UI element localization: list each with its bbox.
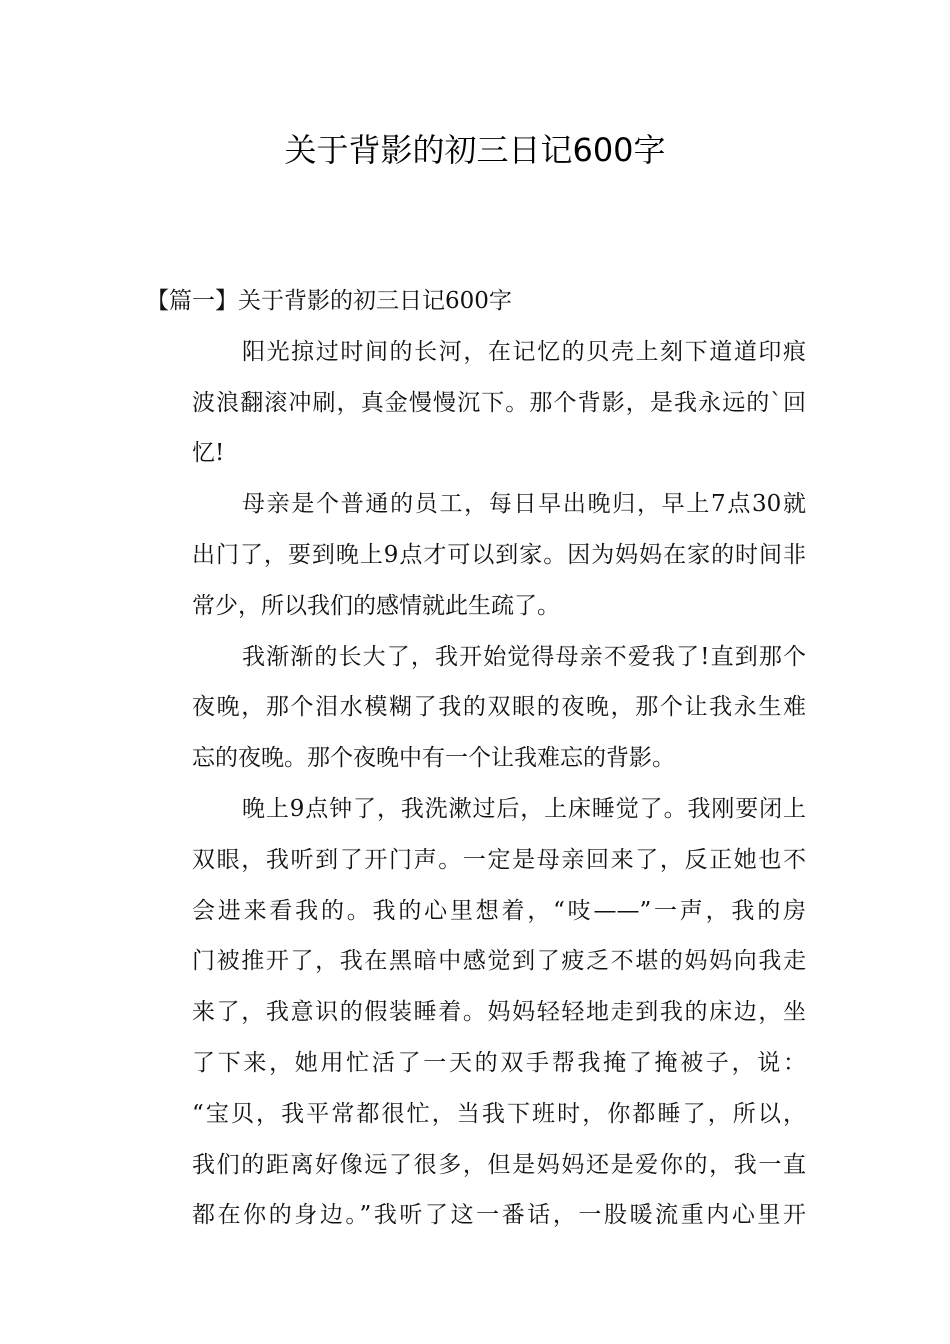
section-heading: 【篇一】关于背影的初三日记600字 <box>146 288 512 314</box>
paragraph-line: 常少，所以我们的感情就此生疏了。 <box>192 592 560 619</box>
paragraph-line: “宝贝，我平常都很忙，当我下班时，你都睡了，所以， <box>192 1100 806 1127</box>
paragraph-line: 阳光掠过时间的长河，在记忆的贝壳上刻下道道印痕 <box>242 338 806 365</box>
paragraph-1 <box>146 327 806 479</box>
paragraph-4 <box>146 784 806 1241</box>
paragraph-line: 出门了，要到晚上9点才可以到家。因为妈妈在家的时间非 <box>192 541 806 568</box>
paragraph-line: 夜晚，那个泪水模糊了我的双眼的夜晚，那个让我永生难 <box>192 694 806 721</box>
paragraph-line: 门被推开了，我在黑暗中感觉到了疲乏不堪的妈妈向我走 <box>192 948 806 975</box>
paragraph-line: 我们的距离好像远了很多，但是妈妈还是爱你的，我一直 <box>192 1151 806 1178</box>
paragraph-3 <box>146 632 806 784</box>
paragraph-line: 都在你的身边。”我听了这一番话，一股暖流重内心里开 <box>192 1202 806 1229</box>
paragraph-line: 忆! <box>192 440 225 467</box>
paragraph-2 <box>146 479 806 631</box>
paragraph-line: 来了，我意识的假装睡着。妈妈轻轻地走到我的床边，坐 <box>192 999 806 1026</box>
document-title: 关于背影的初三日记600字 <box>284 131 666 169</box>
paragraph-line: 波浪翻滚冲刷，真金慢慢沉下。那个背影，是我永远的`回 <box>192 389 806 416</box>
paragraph-line: 母亲是个普通的员工，每日早出晚归，早上7点30就 <box>242 491 806 518</box>
paragraph-line: 忘的夜晚。那个夜晚中有一个让我难忘的背影。 <box>192 745 675 772</box>
paragraph-line: 双眼，我听到了开门声。一定是母亲回来了，反正她也不 <box>192 846 806 873</box>
paragraph-line: 晚上9点钟了，我洗漱过后，上床睡觉了。我刚要闭上 <box>242 795 806 822</box>
document-body <box>146 276 806 1241</box>
paragraph-line: 会进来看我的。我的心里想着，“吱——”一声，我的房 <box>192 897 806 924</box>
paragraph-line: 我渐渐的长大了，我开始觉得母亲不爱我了!直到那个 <box>242 643 806 670</box>
paragraph-line: 了下来，她用忙活了一天的双手帮我掩了掩被子，说： <box>192 1049 806 1076</box>
